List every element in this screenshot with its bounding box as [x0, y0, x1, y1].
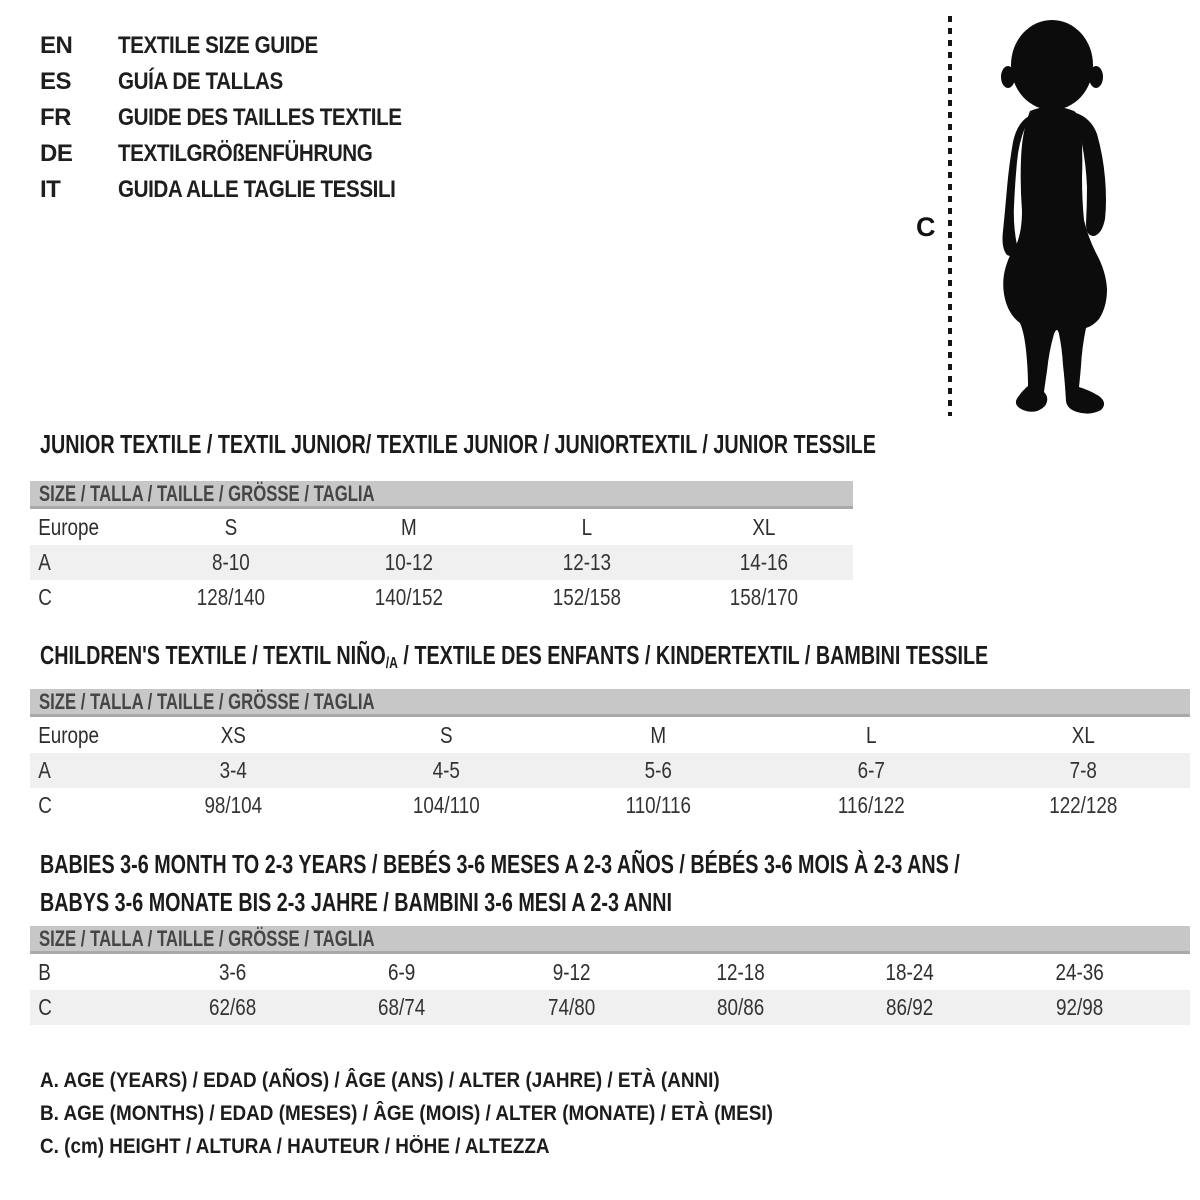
babies-title-line2	[40, 883, 1200, 921]
children-size-table	[30, 689, 1190, 823]
size-value: 4-5	[432, 757, 460, 783]
table-row	[30, 580, 853, 615]
language-code: FR	[40, 104, 71, 131]
section-title-children	[40, 641, 1200, 674]
language-title: GUIDE DES TAILLES TEXTILE	[118, 104, 402, 131]
row-label: B	[38, 958, 51, 985]
table-row	[30, 990, 1190, 1025]
language-row	[40, 28, 448, 64]
legend-note-text: A. AGE (YEARS) / EDAD (AÑOS) / ÂGE (ANS) / ALTER (JAHRE) / ETÀ (ANNI)	[40, 1069, 720, 1092]
size-value: 8-10	[211, 549, 250, 575]
section-title-children-text	[40, 641, 988, 674]
size-value: 140/152	[374, 584, 443, 610]
section-title-junior-text: JUNIOR TEXTILE / TEXTIL JUNIOR/ TEXTILE JUNIOR / JUNIORTEXTIL / JUNIOR TESSILE	[40, 429, 876, 459]
table-row	[30, 717, 1190, 753]
row-label: A	[38, 549, 51, 575]
baby-head	[1011, 20, 1093, 110]
baby-ear-left-icon	[1001, 66, 1015, 88]
size-value: L	[865, 721, 877, 748]
table-size-header	[30, 481, 853, 509]
size-value: 128/140	[196, 584, 265, 610]
size-value: 158/170	[730, 584, 799, 610]
language-title: TEXTILE SIZE GUIDE	[118, 32, 318, 59]
table-size-header-text: SIZE / TALLA / TAILLE / GRÖSSE / TAGLIA	[39, 926, 375, 951]
babies-title-line2-text: BABYS 3-6 MONATE BIS 2-3 JAHRE / BAMBINI 3-6 MESI A 2-3 ANNI	[40, 887, 673, 917]
size-value: 110/116	[625, 792, 692, 818]
size-value: XL	[1072, 721, 1096, 748]
row-label: C	[38, 792, 52, 818]
size-value: L	[581, 513, 592, 540]
size-value: 104/110	[412, 792, 480, 818]
legend-note	[40, 1130, 854, 1163]
language-row	[40, 136, 448, 172]
height-measure-label: C	[916, 212, 936, 242]
size-value: 152/158	[552, 584, 621, 610]
size-value: 74/80	[547, 994, 595, 1020]
size-value: 122/128	[1049, 792, 1118, 818]
size-value: S	[439, 721, 453, 748]
size-value: 12-18	[716, 958, 765, 985]
row-label: Europe	[38, 721, 100, 748]
baby-silhouette	[960, 14, 1140, 426]
size-value: 116/122	[837, 792, 905, 818]
table-size-header-text: SIZE / TALLA / TAILLE / GRÖSSE / TAGLIA	[39, 481, 375, 506]
legend-note-text: B. AGE (MONTHS) / EDAD (MESES) / ÂGE (MOIS) / ALTER (MONATE) / ETÀ (MESI)	[40, 1102, 773, 1125]
table-body	[30, 717, 1190, 823]
language-title: GUÍA DE TALLAS	[118, 68, 283, 95]
language-title: TEXTILGRÖßENFÜHRUNG	[118, 140, 373, 167]
language-row	[40, 100, 448, 136]
size-value: 80/86	[717, 994, 765, 1020]
size-value: XS	[220, 721, 246, 748]
size-value: M	[650, 721, 667, 748]
size-value: XL	[752, 513, 776, 540]
size-value: 10-12	[384, 549, 433, 575]
size-value: 6-7	[857, 757, 885, 783]
size-value: 24-36	[1055, 958, 1104, 985]
table-row	[30, 753, 1190, 788]
language-row	[40, 172, 448, 208]
size-value: 9-12	[552, 958, 591, 985]
table-row	[30, 788, 1190, 823]
baby-ear-right-icon	[1089, 66, 1103, 88]
children-title-suffix: / TEXTILE DES ENFANTS / KINDERTEXTIL / BAMBINI TESSILE	[397, 640, 989, 670]
language-code: DE	[40, 140, 73, 167]
section-title-junior	[40, 430, 1140, 458]
size-value: 5-6	[644, 757, 673, 783]
language-code: IT	[40, 176, 61, 203]
table-row	[30, 954, 1190, 990]
row-label: C	[38, 584, 52, 610]
language-code: ES	[40, 68, 72, 95]
section-title-babies	[40, 845, 1200, 921]
table-size-header-text: SIZE / TALLA / TAILLE / GRÖSSE / TAGLIA	[39, 689, 375, 714]
size-value: 62/68	[209, 994, 257, 1020]
babies-title-line1	[40, 845, 1200, 883]
size-value: 14-16	[739, 549, 789, 575]
size-value: 12-13	[562, 549, 611, 575]
row-label: C	[38, 994, 52, 1020]
size-value: 98/104	[204, 792, 263, 818]
height-measure-line	[948, 16, 952, 416]
row-label: A	[38, 757, 51, 783]
language-row	[40, 64, 448, 100]
legend-note	[40, 1097, 854, 1130]
size-value: 3-4	[219, 757, 247, 783]
table-row	[30, 509, 853, 545]
size-value: M	[400, 513, 417, 540]
legend-note	[40, 1064, 854, 1097]
size-value: 3-6	[219, 958, 247, 985]
table-row	[30, 545, 853, 580]
children-title-subscript: /A	[385, 655, 398, 672]
size-value: 86/92	[886, 994, 934, 1020]
table-size-header	[30, 926, 1190, 954]
size-value: S	[224, 513, 238, 540]
language-list	[40, 28, 448, 208]
size-value: 18-24	[885, 958, 935, 985]
table-body	[30, 509, 853, 615]
children-title-prefix: CHILDREN'S TEXTILE / TEXTIL NIÑO	[40, 640, 386, 670]
babies-size-table	[30, 926, 1190, 1025]
legend-notes	[40, 1064, 854, 1163]
table-size-header	[30, 689, 1190, 717]
junior-size-table	[30, 481, 853, 615]
table-body	[30, 954, 1190, 1025]
language-code: EN	[40, 32, 73, 59]
legend-note-text: C. (cm) HEIGHT / ALTURA / HAUTEUR / HÖHE / ALTEZZA	[40, 1135, 550, 1158]
size-value: 6-9	[388, 958, 416, 985]
row-label: Europe	[38, 513, 100, 540]
size-value: 68/74	[378, 994, 426, 1020]
size-value: 7-8	[1070, 757, 1098, 783]
size-value: 92/98	[1055, 994, 1103, 1020]
language-title: GUIDA ALLE TAGLIE TESSILI	[118, 176, 396, 203]
babies-title-line1-text: BABIES 3-6 MONTH TO 2-3 YEARS / BEBÉS 3-6 MESES A 2-3 AÑOS / BÉBÉS 3-6 MOIS À 2-3 ANS /	[40, 849, 960, 879]
